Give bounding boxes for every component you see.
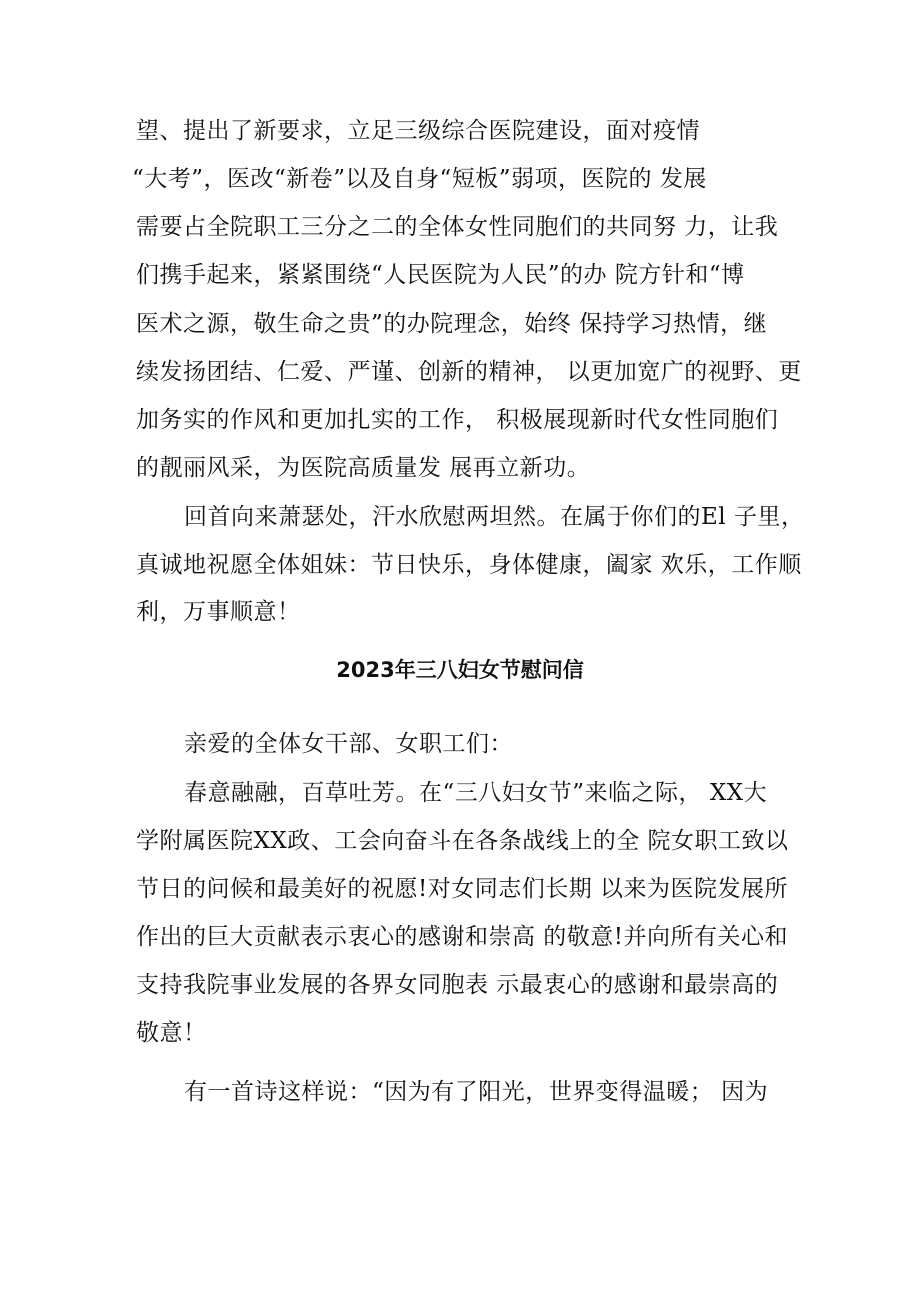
text-line: 春意融融，百草吐芳。在“三八妇女节”来临之际， XX大 bbox=[184, 780, 768, 806]
text-line: 的靓丽风采，为医院高质量发 展再立新功。 bbox=[136, 455, 591, 481]
text-line: 加务实的作风和更加扎实的工作， 积极展现新时代女性同胞们 bbox=[136, 407, 779, 433]
text-line: 望、提出了新要求，立足三级综合医院建设，面对疫情 bbox=[136, 118, 700, 144]
text-line: 们携手起来，紧紧围绕“人民医院为人民”的办 院方针和“博 bbox=[136, 262, 745, 288]
text-line: 有一首诗这样说：“因为有了阳光，世界变得温暖； 因为 bbox=[184, 1079, 769, 1105]
text-line: 节日的问候和最美好的祝愿!对女同志们长期 以来为医院发展所 bbox=[136, 876, 789, 902]
text-line: 敬意！ bbox=[136, 1020, 207, 1046]
salutation: 亲爱的全体女干部、女职工们： bbox=[184, 731, 513, 757]
letter-title: 2023年三八妇女节慰问信 bbox=[336, 658, 584, 682]
text-line: 续发扬团结、仁爱、严谨、创新的精神， 以更加宽广的视野、更 bbox=[136, 359, 802, 385]
text-line: 真诚地祝愿全体姐妹：节日快乐，身体健康，阖家 欢乐，工作顺 bbox=[136, 552, 802, 578]
text-line: “大考”，医改“新卷”以及自身“短板”弱项，医院的 发展 bbox=[132, 166, 707, 192]
text-line: 学附属医院XX政、工会向奋斗在各条战线上的全 院女职工致以 bbox=[136, 828, 789, 854]
text-line: 回首向来萧瑟处，汗水欣慰两坦然。在属于你们的El 子里， bbox=[184, 504, 805, 530]
text-line: 需要占全院职工三分之二的全体女性同胞们的共同努 力，让我 bbox=[136, 214, 779, 240]
text-line: 支持我院事业发展的各界女同胞表 示最衷心的感谢和最崇高的 bbox=[136, 972, 779, 998]
text-line: 医术之源，敬生命之贵”的办院理念，始终 保持学习热情，继 bbox=[136, 311, 768, 337]
text-line: 利，万事顺意！ bbox=[136, 599, 301, 625]
text-line: 作出的巨大贡献表示衷心的感谢和崇高 的敬意!并向所有关心和 bbox=[136, 924, 789, 950]
